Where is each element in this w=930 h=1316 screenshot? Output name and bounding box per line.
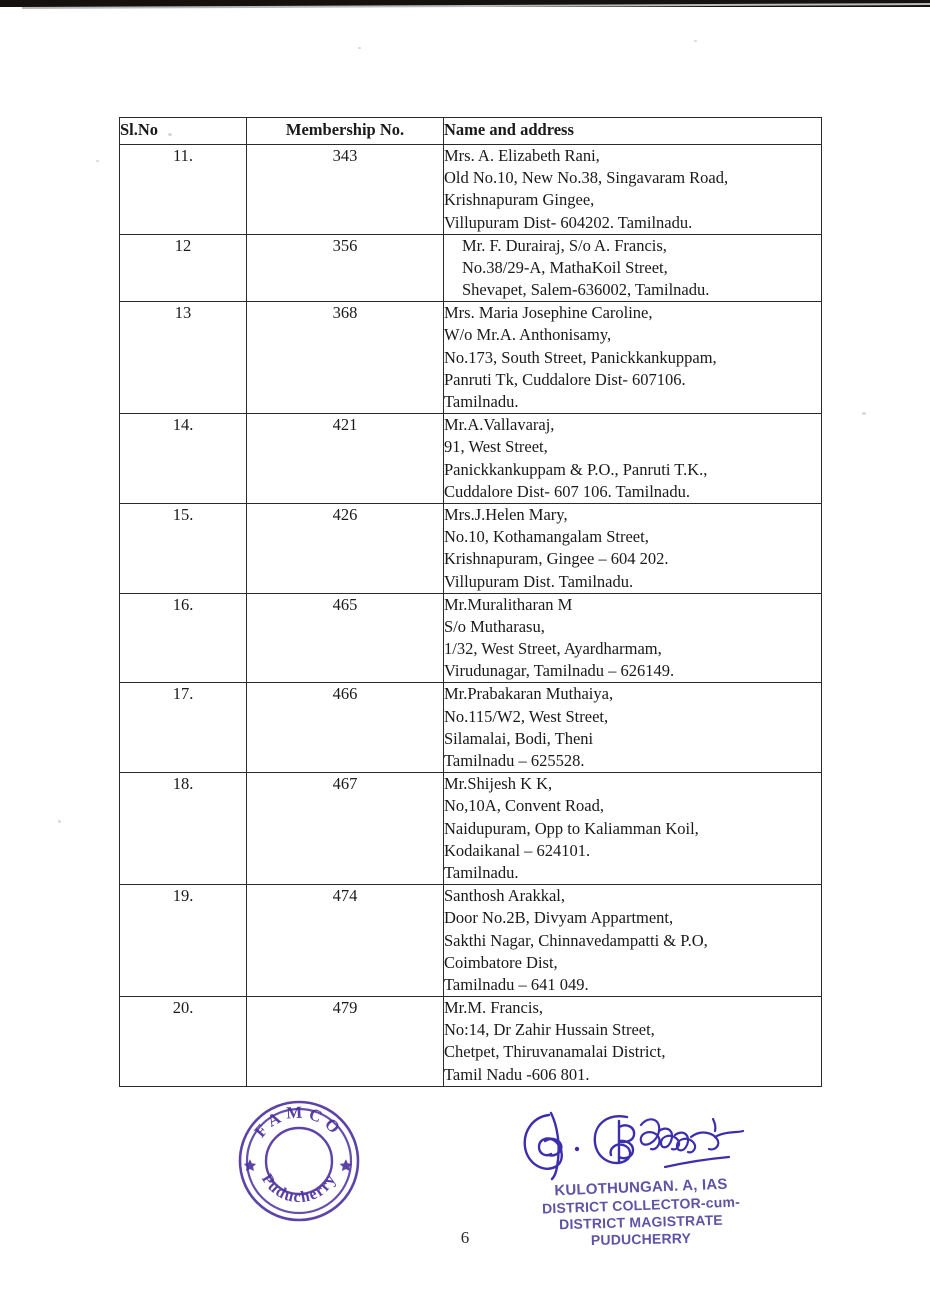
address-line: Krishnapuram Gingee,: [444, 190, 595, 210]
column-header-name-address: Name and address: [444, 118, 822, 145]
address-line: Silamalai, Bodi, Theni: [444, 728, 594, 748]
handwritten-signature: [515, 1105, 745, 1187]
cell-sl-no: 11.: [120, 144, 247, 234]
address-line: 91, West Street,: [444, 437, 548, 457]
table-row: [120, 593, 822, 683]
stamp-line-name: KULOTHUNGAN. A, IAS: [554, 1175, 728, 1200]
cell-name-and-address: [444, 144, 822, 234]
cell-sl-no: 17.: [120, 683, 247, 773]
address-line: Santhosh Arakkal,: [444, 886, 565, 906]
address-line: Mrs.J.Helen Mary,: [444, 504, 568, 524]
address-line: S/o Mutharasu,: [444, 616, 545, 636]
address-line: Villupuram Dist. Tamilnadu.: [444, 571, 634, 591]
address-line: Panickkankuppam & P.O., Panruti T.K.,: [444, 459, 708, 479]
page-number: 6: [460, 1228, 470, 1247]
cell-sl-no: 12: [120, 234, 247, 302]
cell-membership-no: 426: [247, 503, 444, 593]
address-line: Mr.Shijesh K K,: [444, 774, 553, 794]
membership-table: [119, 117, 822, 1087]
stamp-line-title-1: DISTRICT COLLECTOR-cum-: [541, 1193, 741, 1217]
svg-text:Puducherry: Puducherry: [257, 1171, 341, 1207]
cell-membership-no: 474: [247, 885, 444, 997]
address-line: Mrs. A. Elizabeth Rani,: [444, 145, 600, 165]
address-line: No.38/29-A, MathaKoil Street,: [462, 257, 668, 277]
address-line: Shevapet, Salem-636002, Tamilnadu.: [462, 280, 710, 300]
address-line: Tamilnadu.: [444, 862, 519, 882]
cell-membership-no: 465: [247, 593, 444, 683]
address-line: Tamil Nadu -606 801.: [444, 1064, 590, 1084]
scan-speckle: [694, 40, 697, 42]
cell-membership-no: 466: [247, 683, 444, 773]
column-header-sl-no: Sl.No: [120, 118, 247, 145]
scan-speckle: [862, 412, 866, 415]
cell-name-and-address: [444, 773, 822, 885]
address-line: W/o Mr.A. Anthonisamy,: [444, 325, 612, 345]
cell-sl-no: 14.: [120, 414, 247, 504]
membership-table-container: [119, 117, 821, 1087]
address-line: No,10A, Convent Road,: [444, 796, 604, 816]
cell-name-and-address: [444, 997, 822, 1087]
cell-membership-no: 421: [247, 414, 444, 504]
cell-name-and-address: [444, 414, 822, 504]
table-body: [120, 144, 822, 1086]
address-line: No:14, Dr Zahir Hussain Street,: [444, 1020, 655, 1040]
cell-name-and-address: [444, 302, 822, 414]
address-line: Mr. F. Durairaj, S/o A. Francis,: [462, 235, 667, 255]
address-line: Villupuram Dist- 604202. Tamilnadu.: [444, 212, 693, 232]
cell-sl-no: 16.: [120, 593, 247, 683]
scan-speckle: [58, 820, 61, 823]
table-row: [120, 503, 822, 593]
table-row: [120, 144, 822, 234]
address-line: Mrs. Maria Josephine Caroline,: [444, 303, 653, 323]
table-row: [120, 414, 822, 504]
svg-text:FAMCO: FAMCO: [250, 1102, 348, 1141]
address-line: Mr.A.Vallavaraj,: [444, 415, 555, 435]
table-row: [120, 302, 822, 414]
cell-sl-no: 20.: [120, 997, 247, 1087]
address-line: Virudunagar, Tamilnadu – 626149.: [444, 661, 675, 681]
table-header: [120, 118, 822, 145]
table-row: [120, 885, 822, 997]
stamp-line-location: PUDUCHERRY: [590, 1229, 692, 1249]
address-line: Cuddalore Dist- 607 106. Tamilnadu.: [444, 481, 691, 501]
stamp-line-title-2: DISTRICT MAGISTRATE: [558, 1211, 724, 1233]
address-line: No.173, South Street, Panickkankuppam,: [444, 347, 717, 367]
address-line: Door No.2B, Divyam Appartment,: [444, 908, 674, 928]
address-line: Krishnapuram, Gingee – 604 202.: [444, 549, 669, 569]
address-line: Old No.10, New No.38, Singavaram Road,: [444, 168, 729, 188]
address-line: Mr.Prabakaran Muthaiya,: [444, 684, 614, 704]
cell-membership-no: 343: [247, 144, 444, 234]
scan-speckle: [358, 47, 361, 49]
address-line: Mr.Muralitharan M: [444, 594, 573, 614]
address-line: Tamilnadu – 641 049.: [444, 974, 589, 994]
address-line: Tamilnadu – 625528.: [444, 751, 585, 771]
column-header-membership-no: Membership No.: [247, 118, 444, 145]
address-line: Tamilnadu.: [444, 392, 519, 412]
table-row: [120, 773, 822, 885]
table-row: [120, 997, 822, 1087]
address-line: Naidupuram, Opp to Kaliamman Koil,: [444, 818, 699, 838]
cell-membership-no: 356: [247, 234, 444, 302]
cell-membership-no: 368: [247, 302, 444, 414]
scan-speckle: [96, 160, 99, 162]
cell-membership-no: 479: [247, 997, 444, 1087]
cell-name-and-address: [444, 234, 822, 302]
famco-puducherry-seal: [236, 1098, 362, 1224]
table-row: [120, 683, 822, 773]
address-line: No.115/W2, West Street,: [444, 706, 609, 726]
address-line: No.10, Kothamangalam Street,: [444, 527, 649, 547]
address-line: Chetpet, Thiruvanamalai District,: [444, 1042, 666, 1062]
table-header-row: [120, 118, 822, 145]
address-line: Sakthi Nagar, Chinnavedampatti & P.O,: [444, 930, 708, 950]
address-line: Coimbatore Dist,: [444, 952, 558, 972]
cell-sl-no: 13: [120, 302, 247, 414]
cell-name-and-address: [444, 503, 822, 593]
table-row: [120, 234, 822, 302]
cell-membership-no: 467: [247, 773, 444, 885]
cell-sl-no: 15.: [120, 503, 247, 593]
address-line: Kodaikanal – 624101.: [444, 840, 591, 860]
cell-name-and-address: [444, 593, 822, 683]
address-line: 1/32, West Street, Ayardharmam,: [444, 639, 662, 659]
address-line: Mr.M. Francis,: [444, 998, 543, 1018]
cell-name-and-address: [444, 885, 822, 997]
cell-sl-no: 19.: [120, 885, 247, 997]
cell-sl-no: 18.: [120, 773, 247, 885]
cell-name-and-address: [444, 683, 822, 773]
address-line: Panruti Tk, Cuddalore Dist- 607106.: [444, 369, 686, 389]
